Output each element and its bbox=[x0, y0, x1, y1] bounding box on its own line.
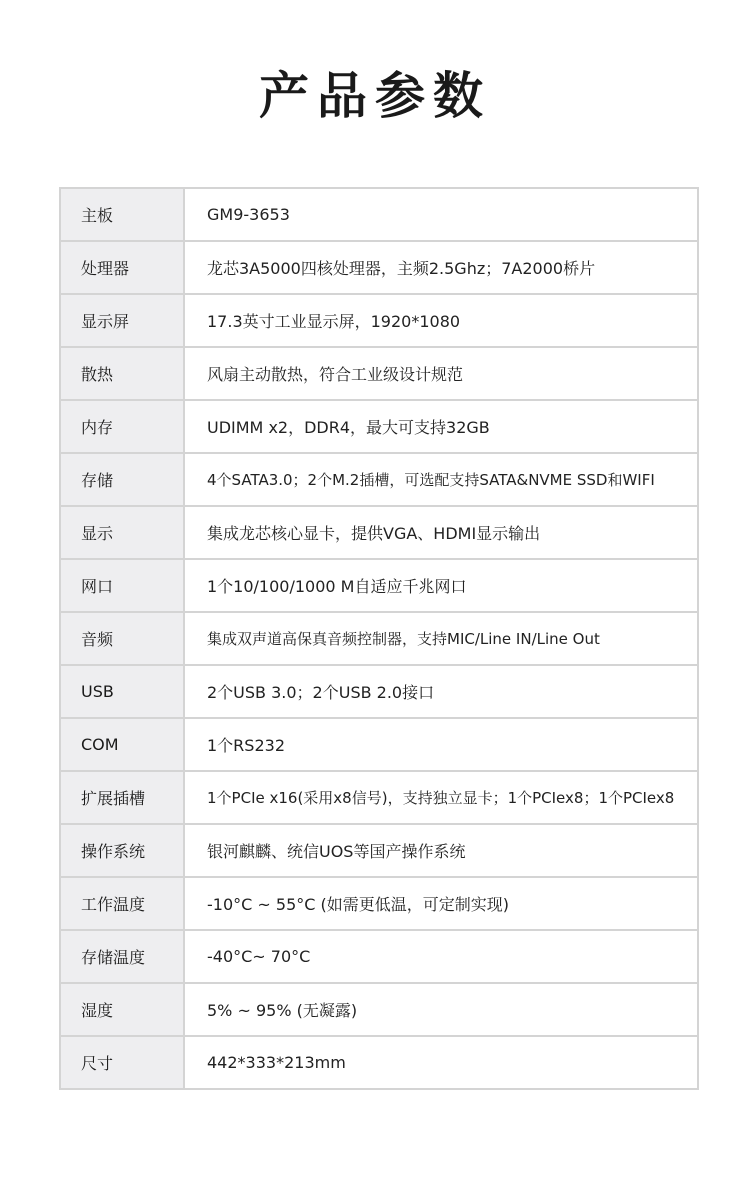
spec-value: 集成双声道高保真音频控制器，支持MIC/Line IN/Line Out bbox=[184, 612, 698, 665]
spec-label: USB bbox=[60, 665, 184, 718]
table-row bbox=[60, 400, 698, 453]
spec-value: GM9-3653 bbox=[184, 188, 698, 241]
table-row bbox=[60, 559, 698, 612]
table-row bbox=[60, 771, 698, 824]
spec-label: 尺寸 bbox=[60, 1036, 184, 1089]
table-row bbox=[60, 241, 698, 294]
spec-label: 湿度 bbox=[60, 983, 184, 1036]
spec-value: 银河麒麟、统信UOS等国产操作系统 bbox=[184, 824, 698, 877]
table-row bbox=[60, 506, 698, 559]
spec-value: 442*333*213mm bbox=[184, 1036, 698, 1089]
table-row bbox=[60, 824, 698, 877]
spec-label: 主板 bbox=[60, 188, 184, 241]
spec-label: 音频 bbox=[60, 612, 184, 665]
table-row bbox=[60, 612, 698, 665]
spec-value: 17.3英寸工业显示屏，1920*1080 bbox=[184, 294, 698, 347]
table-row bbox=[60, 453, 698, 506]
spec-label: 显示屏 bbox=[60, 294, 184, 347]
spec-value: 2个USB 3.0；2个USB 2.0接口 bbox=[184, 665, 698, 718]
spec-label: 扩展插槽 bbox=[60, 771, 184, 824]
spec-value: 5% ~ 95% (无凝露) bbox=[184, 983, 698, 1036]
table-row bbox=[60, 718, 698, 771]
page-title: 产品参数 bbox=[259, 67, 491, 125]
spec-label: 工作温度 bbox=[60, 877, 184, 930]
spec-value: 风扇主动散热，符合工业级设计规范 bbox=[184, 347, 698, 400]
spec-value: 1个PCIe x16(采用x8信号)，支持独立显卡；1个PCIex8；1个PCIex8 bbox=[184, 771, 698, 824]
spec-value: 1个RS232 bbox=[184, 718, 698, 771]
table-row bbox=[60, 1036, 698, 1089]
spec-table bbox=[59, 187, 699, 1090]
spec-value: 集成龙芯核心显卡，提供VGA、HDMI显示输出 bbox=[184, 506, 698, 559]
spec-label: 网口 bbox=[60, 559, 184, 612]
table-row bbox=[60, 665, 698, 718]
spec-label: 显示 bbox=[60, 506, 184, 559]
spec-label: 存储 bbox=[60, 453, 184, 506]
table-row bbox=[60, 930, 698, 983]
spec-label: 存储温度 bbox=[60, 930, 184, 983]
spec-label: COM bbox=[60, 718, 184, 771]
spec-label: 散热 bbox=[60, 347, 184, 400]
table-row bbox=[60, 294, 698, 347]
spec-value: -10°C ~ 55°C (如需更低温，可定制实现) bbox=[184, 877, 698, 930]
spec-value: UDIMM x2，DDR4，最大可支持32GB bbox=[184, 400, 698, 453]
table-row bbox=[60, 188, 698, 241]
spec-value: 4个SATA3.0；2个M.2插槽，可选配支持SATA&NVME SSD和WIFI bbox=[184, 453, 698, 506]
spec-label: 内存 bbox=[60, 400, 184, 453]
spec-value: 龙芯3A5000四核处理器，主频2.5Ghz；7A2000桥片 bbox=[184, 241, 698, 294]
table-row bbox=[60, 347, 698, 400]
spec-value: -40°C~ 70°C bbox=[184, 930, 698, 983]
table-row bbox=[60, 983, 698, 1036]
spec-label: 操作系统 bbox=[60, 824, 184, 877]
spec-value: 1个10/100/1000 M自适应千兆网口 bbox=[184, 559, 698, 612]
spec-label: 处理器 bbox=[60, 241, 184, 294]
table-row bbox=[60, 877, 698, 930]
